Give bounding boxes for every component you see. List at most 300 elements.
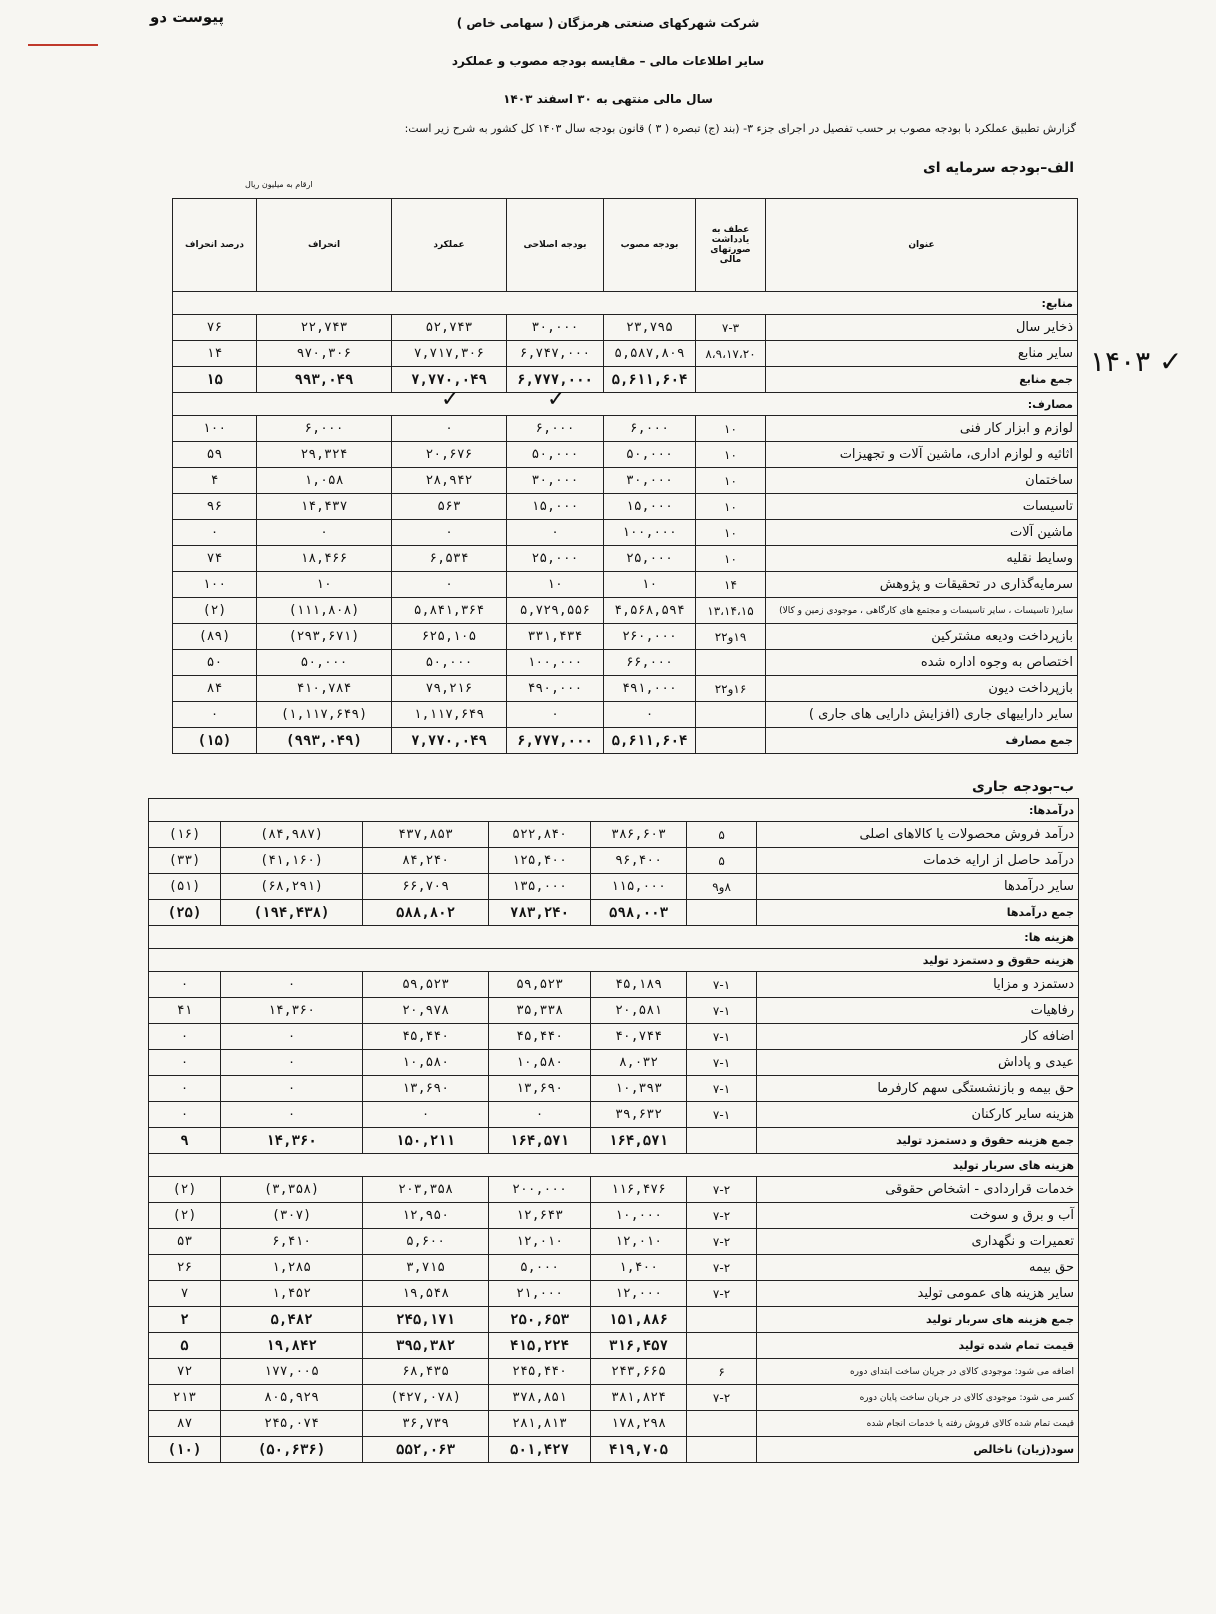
row-title: حق بیمه: [757, 1255, 1079, 1281]
approved-cell: ۸,۰۳۲: [591, 1050, 687, 1076]
revised-cell: ۱۰: [507, 572, 604, 598]
row-title: جمع منابع: [766, 367, 1078, 393]
table-row: [149, 1281, 1079, 1307]
row-note: ۱۰: [696, 520, 766, 546]
company-title: شرکت شهرکهای صنعتی هرمزگان ( سهامی خاص ): [456, 16, 760, 30]
row-title: ساختمان: [766, 468, 1078, 494]
table-row: [173, 416, 1078, 442]
actual-cell: ۳,۷۱۵: [363, 1255, 489, 1281]
approved-cell: ۱۰: [604, 572, 696, 598]
row-note: [687, 1128, 757, 1154]
row-note: ۱۹و۲۲: [696, 624, 766, 650]
deviation-cell: ۲۹,۳۲۴: [257, 442, 392, 468]
intro-paragraph: گزارش تطبیق عملکرد با بودجه مصوب بر حسب تفصیل در اجرای جزء ۳- (بند (ج) تبصره ( ۳ ) قانون بودجه سال ۱۴۰۳ کل کشور به شرح زیر است:: [404, 122, 1076, 135]
actual-cell: ۱۲,۹۵۰: [363, 1203, 489, 1229]
deviation-cell: ۱,۲۸۵: [221, 1255, 363, 1281]
col-approved: بودجه مصوب: [604, 199, 696, 292]
deviation-pct-cell: ۴: [173, 468, 257, 494]
row-note: ۸و۹: [687, 874, 757, 900]
row-title: درآمد حاصل از ارایه خدمات: [757, 848, 1079, 874]
row-note: ۷-۱: [687, 998, 757, 1024]
table-row: [149, 1385, 1079, 1411]
deviation-pct-cell: ۲۶: [149, 1255, 221, 1281]
approved-cell: ۲۵,۰۰۰: [604, 546, 696, 572]
row-title: اضافه کار: [757, 1024, 1079, 1050]
revised-cell: ۱۰,۵۸۰: [489, 1050, 591, 1076]
row-title: جمع مصارف: [766, 728, 1078, 754]
row-note: ۷-۱: [687, 1050, 757, 1076]
deviation-pct-cell: ۲: [149, 1307, 221, 1333]
row-note: [687, 1307, 757, 1333]
deviation-cell: ۵,۴۸۲: [221, 1307, 363, 1333]
attachment-label: پیوست دو: [150, 8, 225, 26]
table-row: [173, 598, 1078, 624]
deviation-cell: (۳,۳۵۸): [221, 1177, 363, 1203]
red-mark: [28, 44, 98, 46]
current-budget-table: [148, 798, 1079, 1463]
row-title: ذخایر سال: [766, 315, 1078, 341]
deviation-pct-cell: ۰: [173, 702, 257, 728]
deviation-pct-cell: ۷۶: [173, 315, 257, 341]
row-title: درآمد فروش محصولات یا کالاهای اصلی: [757, 822, 1079, 848]
row-title: اختصاص به وجوه اداره شده: [766, 650, 1078, 676]
revised-cell: ۲۰۰,۰۰۰: [489, 1177, 591, 1203]
deviation-cell: ۰: [221, 972, 363, 998]
deviation-pct-cell: ۸۷: [149, 1411, 221, 1437]
actual-cell: ۰: [392, 572, 507, 598]
revised-cell: ۱۵,۰۰۰: [507, 494, 604, 520]
revised-cell: ۷۸۳,۲۴۰: [489, 900, 591, 926]
approved-cell: ۱۵,۰۰۰: [604, 494, 696, 520]
actual-cell: ۴۵,۴۴۰: [363, 1024, 489, 1050]
row-title: لوازم و ابزار کار فنی: [766, 416, 1078, 442]
table-row: [173, 676, 1078, 702]
row-note: [687, 1333, 757, 1359]
revised-cell: ۶,۷۷۷,۰۰۰: [507, 728, 604, 754]
deviation-cell: (۹۹۳,۰۴۹): [257, 728, 392, 754]
actual-cell: ۳۶,۷۳۹: [363, 1411, 489, 1437]
revised-cell: ۲۱,۰۰۰: [489, 1281, 591, 1307]
actual-cell: ۵۵۲,۰۶۳: [363, 1437, 489, 1463]
approved-cell: ۱۶۴,۵۷۱: [591, 1128, 687, 1154]
deviation-cell: (۶۸,۲۹۱): [221, 874, 363, 900]
deviation-pct-cell: (۲): [149, 1203, 221, 1229]
deviation-cell: ۱,۴۵۲: [221, 1281, 363, 1307]
approved-cell: ۱۲,۰۱۰: [591, 1229, 687, 1255]
approved-cell: ۵,۶۱۱,۶۰۴: [604, 728, 696, 754]
col-actual: عملکرد: [392, 199, 507, 292]
row-title: سایر داراییهای جاری (افزایش دارایی های جاری ): [766, 702, 1078, 728]
row-note: ۷-۲: [687, 1281, 757, 1307]
section-label: هزینه های سربار تولید: [149, 1154, 1079, 1177]
row-note: [687, 1437, 757, 1463]
row-note: ۱۰: [696, 494, 766, 520]
row-title: سرمایه‌گذاری در تحقیقات و پژوهش: [766, 572, 1078, 598]
table-row: [173, 702, 1078, 728]
deviation-pct-cell: (۱۰): [149, 1437, 221, 1463]
row-note: ۷-۲: [687, 1385, 757, 1411]
deviation-pct-cell: ۰: [149, 1050, 221, 1076]
approved-cell: ۲۴۳,۶۶۵: [591, 1359, 687, 1385]
table-row: [173, 650, 1078, 676]
row-note: [696, 650, 766, 676]
actual-cell: ۱۰,۵۸۰: [363, 1050, 489, 1076]
deviation-pct-cell: ۸۴: [173, 676, 257, 702]
deviation-pct-cell: ۱۰۰: [173, 416, 257, 442]
actual-cell: ۷۹,۲۱۶: [392, 676, 507, 702]
total-row: [149, 1333, 1079, 1359]
revised-cell: ۱۳,۶۹۰: [489, 1076, 591, 1102]
deviation-cell: (۳۰۷): [221, 1203, 363, 1229]
actual-cell: ۷,۷۱۷,۳۰۶: [392, 341, 507, 367]
deviation-cell: (۱,۱۱۷,۶۴۹): [257, 702, 392, 728]
section-label: درآمدها:: [149, 799, 1079, 822]
approved-cell: ۱۰,۰۰۰: [591, 1203, 687, 1229]
col-note: عطف به یادداشت صورتهای مالی: [696, 199, 766, 292]
row-note: ۷-۱: [687, 1076, 757, 1102]
deviation-cell: (۸۴,۹۸۷): [221, 822, 363, 848]
row-note: ۱۰: [696, 546, 766, 572]
table-row: [173, 341, 1078, 367]
section-row: [149, 949, 1079, 972]
section-label: هزینه ها:: [149, 926, 1079, 949]
table-row: [173, 624, 1078, 650]
actual-cell: ۶,۵۳۴: [392, 546, 507, 572]
deviation-cell: ۱۹,۸۴۲: [221, 1333, 363, 1359]
table-row: [149, 1229, 1079, 1255]
deviation-pct-cell: ۵۹: [173, 442, 257, 468]
deviation-cell: ۲۲,۷۴۳: [257, 315, 392, 341]
deviation-cell: (۱۱۱,۸۰۸): [257, 598, 392, 624]
row-note: ۱۰: [696, 468, 766, 494]
row-note: ۷-۲: [687, 1177, 757, 1203]
row-title: هزینه سایر کارکنان: [757, 1102, 1079, 1128]
table-row: [173, 520, 1078, 546]
row-title: بازپرداخت ودیعه مشترکین: [766, 624, 1078, 650]
deviation-cell: (۴۱,۱۶۰): [221, 848, 363, 874]
approved-cell: ۶,۰۰۰: [604, 416, 696, 442]
deviation-pct-cell: ۷۴: [173, 546, 257, 572]
revised-cell: ۱۲,۰۱۰: [489, 1229, 591, 1255]
actual-cell: ۵۶۳: [392, 494, 507, 520]
actual-cell: ۵۹,۵۲۳: [363, 972, 489, 998]
approved-cell: ۲۳,۷۹۵: [604, 315, 696, 341]
total-row: [149, 900, 1079, 926]
revised-cell: ۲۸۱,۸۱۳: [489, 1411, 591, 1437]
row-note: ۶: [687, 1359, 757, 1385]
revised-cell: ۲۴۵,۴۴۰: [489, 1359, 591, 1385]
table-row: [149, 822, 1079, 848]
deviation-cell: ۹۷۰,۳۰۶: [257, 341, 392, 367]
deviation-pct-cell: (۲): [173, 598, 257, 624]
row-title: جمع هزینه حقوق و دستمزد تولید: [757, 1128, 1079, 1154]
section-row: [149, 799, 1079, 822]
row-title: اضافه می شود: موجودی کالای در جریان ساخت ابتدای دوره: [757, 1359, 1079, 1385]
deviation-cell: ۱۴,۳۶۰: [221, 998, 363, 1024]
approved-cell: ۶۶,۰۰۰: [604, 650, 696, 676]
row-title: تعمیرات و نگهداری: [757, 1229, 1079, 1255]
row-note: [696, 728, 766, 754]
actual-cell: ۲۴۵,۱۷۱: [363, 1307, 489, 1333]
actual-cell: ۶۸,۴۳۵: [363, 1359, 489, 1385]
section-label: هزینه حقوق و دستمزد تولید: [149, 949, 1079, 972]
actual-cell: ۲۰,۶۷۶: [392, 442, 507, 468]
col-revised: بودجه اصلاحی: [507, 199, 604, 292]
deviation-cell: ۲۴۵,۰۷۴: [221, 1411, 363, 1437]
revised-cell: ۵۰,۰۰۰: [507, 442, 604, 468]
deviation-pct-cell: ۰: [149, 1102, 221, 1128]
actual-cell: ۳۹۵,۳۸۲: [363, 1333, 489, 1359]
revised-cell: ۳۰,۰۰۰: [507, 468, 604, 494]
deviation-pct-cell: (۵۱): [149, 874, 221, 900]
approved-cell: ۵,۵۸۷,۸۰۹: [604, 341, 696, 367]
check-icon: ✓: [441, 386, 460, 412]
approved-cell: ۹۶,۴۰۰: [591, 848, 687, 874]
approved-cell: ۰: [604, 702, 696, 728]
actual-cell: ۵۰,۰۰۰: [392, 650, 507, 676]
row-title: رفاهیات: [757, 998, 1079, 1024]
section-row: [149, 1154, 1079, 1177]
row-title: سایر منابع: [766, 341, 1078, 367]
table-row: [149, 1024, 1079, 1050]
table-row: [149, 874, 1079, 900]
deviation-cell: ۱۰: [257, 572, 392, 598]
actual-cell: ۰: [392, 520, 507, 546]
actual-cell: ۴۳۷,۸۵۳: [363, 822, 489, 848]
table-row: [149, 1411, 1079, 1437]
table-row: [149, 1203, 1079, 1229]
table-row: [149, 998, 1079, 1024]
actual-cell: (۴۲۷,۰۷۸): [363, 1385, 489, 1411]
actual-cell: ۷,۷۷۰,۰۴۹: [392, 728, 507, 754]
actual-cell: ۵۸۸,۸۰۲: [363, 900, 489, 926]
row-title: اثاثیه و لوازم اداری، ماشین آلات و تجهیزات: [766, 442, 1078, 468]
row-title: جمع درآمدها: [757, 900, 1079, 926]
margin-note: ۱۴۰۳ ✓: [1090, 345, 1183, 378]
deviation-cell: ۴۱۰,۷۸۴: [257, 676, 392, 702]
revised-cell: ۱۳۵,۰۰۰: [489, 874, 591, 900]
approved-cell: ۳۹,۶۳۲: [591, 1102, 687, 1128]
actual-cell: ۵,۶۰۰: [363, 1229, 489, 1255]
deviation-pct-cell: (۲): [149, 1177, 221, 1203]
deviation-pct-cell: ۱۰۰: [173, 572, 257, 598]
table-row: [173, 546, 1078, 572]
row-note: ۵: [687, 822, 757, 848]
approved-cell: ۲۰,۵۸۱: [591, 998, 687, 1024]
total-row: [173, 367, 1078, 393]
revised-cell: ۱۲۵,۴۰۰: [489, 848, 591, 874]
approved-cell: ۲۶۰,۰۰۰: [604, 624, 696, 650]
row-note: ۱۰: [696, 416, 766, 442]
approved-cell: ۱۲,۰۰۰: [591, 1281, 687, 1307]
revised-cell: ۳۷۸,۸۵۱: [489, 1385, 591, 1411]
deviation-cell: ۱۴,۳۶۰: [221, 1128, 363, 1154]
actual-cell: ۶۲۵,۱۰۵: [392, 624, 507, 650]
row-title: دستمزد و مزایا: [757, 972, 1079, 998]
revised-cell: ۳۵,۳۳۸: [489, 998, 591, 1024]
row-note: ۱۰: [696, 442, 766, 468]
deviation-cell: ۸۰۵,۹۲۹: [221, 1385, 363, 1411]
row-title: ماشین آلات: [766, 520, 1078, 546]
row-title: خدمات قراردادی - اشخاص حقوقی: [757, 1177, 1079, 1203]
row-note: ۵: [687, 848, 757, 874]
approved-cell: ۴۱۹,۷۰۵: [591, 1437, 687, 1463]
col-deviation: انحراف: [257, 199, 392, 292]
row-note: [696, 702, 766, 728]
table-row: [149, 1050, 1079, 1076]
deviation-cell: ۱,۰۵۸: [257, 468, 392, 494]
deviation-pct-cell: ۲۱۳: [149, 1385, 221, 1411]
actual-cell: ۱۳,۶۹۰: [363, 1076, 489, 1102]
table-row: [149, 1076, 1079, 1102]
row-note: ۷-۲: [687, 1255, 757, 1281]
row-note: [687, 1411, 757, 1437]
actual-cell: ۲۰۳,۳۵۸: [363, 1177, 489, 1203]
actual-cell: ۲۰,۹۷۸: [363, 998, 489, 1024]
deviation-cell: ۰: [221, 1050, 363, 1076]
table-row: [173, 572, 1078, 598]
deviation-pct-cell: ۱۵: [173, 367, 257, 393]
table-row: [173, 494, 1078, 520]
deviation-cell: ۱۷۷,۰۰۵: [221, 1359, 363, 1385]
row-title: تاسیسات: [766, 494, 1078, 520]
section-label: مصارف:: [173, 393, 1078, 416]
section-a-title: الف–بودجه سرمایه ای: [922, 160, 1074, 176]
deviation-cell: ۰: [257, 520, 392, 546]
revised-cell: ۳۰,۰۰۰: [507, 315, 604, 341]
row-title: جمع هزینه های سربار تولید: [757, 1307, 1079, 1333]
deviation-pct-cell: (۱۶): [149, 822, 221, 848]
deviation-cell: ۰: [221, 1024, 363, 1050]
revised-cell: ۲۵,۰۰۰: [507, 546, 604, 572]
revised-cell: ۶,۷۷۷,۰۰۰: [507, 367, 604, 393]
row-title: سایر هزینه های عمومی تولید: [757, 1281, 1079, 1307]
total-row: [173, 728, 1078, 754]
deviation-cell: ۶,۰۰۰: [257, 416, 392, 442]
deviation-pct-cell: ۴۱: [149, 998, 221, 1024]
deviation-cell: ۹۹۳,۰۴۹: [257, 367, 392, 393]
deviation-cell: ۱۸,۴۶۶: [257, 546, 392, 572]
revised-cell: ۵۲۲,۸۴۰: [489, 822, 591, 848]
deviation-pct-cell: (۱۵): [173, 728, 257, 754]
actual-cell: ۱,۱۱۷,۶۴۹: [392, 702, 507, 728]
row-note: ۱۶و۲۲: [696, 676, 766, 702]
revised-cell: ۴۱۵,۲۲۴: [489, 1333, 591, 1359]
revised-cell: ۰: [507, 520, 604, 546]
revised-cell: ۱۲,۶۴۳: [489, 1203, 591, 1229]
total-row: [149, 1437, 1079, 1463]
row-title: قیمت تمام شده تولید: [757, 1333, 1079, 1359]
revised-cell: ۵۰۱,۴۲۷: [489, 1437, 591, 1463]
table-row: [149, 1177, 1079, 1203]
row-note: [696, 367, 766, 393]
revised-cell: ۶,۷۴۷,۰۰۰: [507, 341, 604, 367]
row-title: سایر درآمدها: [757, 874, 1079, 900]
deviation-pct-cell: ۰: [149, 1076, 221, 1102]
section-row: [173, 292, 1078, 315]
approved-cell: ۱۰۰,۰۰۰: [604, 520, 696, 546]
revised-cell: ۴۹۰,۰۰۰: [507, 676, 604, 702]
deviation-pct-cell: (۲۵): [149, 900, 221, 926]
deviation-pct-cell: ۰: [149, 972, 221, 998]
approved-cell: ۱,۴۰۰: [591, 1255, 687, 1281]
approved-cell: ۴۹۱,۰۰۰: [604, 676, 696, 702]
deviation-pct-cell: ۵۰: [173, 650, 257, 676]
approved-cell: ۱۷۸,۲۹۸: [591, 1411, 687, 1437]
row-note: [687, 900, 757, 926]
table-row: [149, 1359, 1079, 1385]
approved-cell: ۱۱۵,۰۰۰: [591, 874, 687, 900]
revised-cell: ۳۳۱,۴۳۴: [507, 624, 604, 650]
header-row: [173, 199, 1078, 292]
table-row: [149, 1255, 1079, 1281]
row-note: ۷-۱: [687, 1024, 757, 1050]
section-row: [173, 393, 1078, 416]
approved-cell: ۴۵,۱۸۹: [591, 972, 687, 998]
deviation-cell: (۱۹۴,۴۳۸): [221, 900, 363, 926]
approved-cell: ۴۰,۷۴۴: [591, 1024, 687, 1050]
approved-cell: ۴,۵۶۸,۵۹۴: [604, 598, 696, 624]
row-title: سود(زیان) ناخالص: [757, 1437, 1079, 1463]
approved-cell: ۵,۶۱۱,۶۰۴: [604, 367, 696, 393]
table-row: [173, 468, 1078, 494]
revised-cell: ۴۵,۴۴۰: [489, 1024, 591, 1050]
actual-cell: ۶۶,۷۰۹: [363, 874, 489, 900]
section-b-title: ب–بودجه جاری: [972, 779, 1074, 795]
approved-cell: ۵۹۸,۰۰۳: [591, 900, 687, 926]
table-row: [173, 442, 1078, 468]
revised-cell: ۰: [507, 702, 604, 728]
approved-cell: ۳۰,۰۰۰: [604, 468, 696, 494]
deviation-pct-cell: ۷: [149, 1281, 221, 1307]
actual-cell: ۲۸,۹۴۲: [392, 468, 507, 494]
deviation-pct-cell: ۰: [149, 1024, 221, 1050]
deviation-cell: ۰: [221, 1102, 363, 1128]
deviation-pct-cell: ۵۳: [149, 1229, 221, 1255]
check-icon: ✓: [547, 386, 566, 412]
row-note: ۱۴: [696, 572, 766, 598]
revised-cell: ۵,۷۲۹,۵۵۶: [507, 598, 604, 624]
actual-cell: ۸۴,۲۴۰: [363, 848, 489, 874]
deviation-cell: ۵۰,۰۰۰: [257, 650, 392, 676]
row-note: ۷-۲: [687, 1229, 757, 1255]
table-row: [149, 972, 1079, 998]
row-note: ۷-۱: [687, 1102, 757, 1128]
capital-budget-table: [172, 198, 1078, 754]
row-title: قیمت تمام شده کالای فروش رفته یا خدمات انجام شده: [757, 1411, 1079, 1437]
actual-cell: ۰: [392, 416, 507, 442]
approved-cell: ۱۱۶,۴۷۶: [591, 1177, 687, 1203]
row-title: کسر می شود: موجودی کالای در جریان ساخت پایان دوره: [757, 1385, 1079, 1411]
approved-cell: ۳۱۶,۴۵۷: [591, 1333, 687, 1359]
actual-cell: ۱۵۰,۲۱۱: [363, 1128, 489, 1154]
deviation-pct-cell: ۹۶: [173, 494, 257, 520]
table-row: [173, 315, 1078, 341]
row-note: ۷-۱: [687, 972, 757, 998]
total-row: [149, 1307, 1079, 1333]
deviation-pct-cell: ۵: [149, 1333, 221, 1359]
row-title: حق بیمه و بازنشستگی سهم کارفرما: [757, 1076, 1079, 1102]
approved-cell: ۱۵۱,۸۸۶: [591, 1307, 687, 1333]
deviation-pct-cell: ۷۲: [149, 1359, 221, 1385]
row-note: ۸،۹،۱۷،۲۰: [696, 341, 766, 367]
deviation-pct-cell: ۹: [149, 1128, 221, 1154]
section-label: منابع:: [173, 292, 1078, 315]
unit-note: ارقام به میلیون ریال: [245, 180, 313, 189]
col-title: عنوان: [766, 199, 1078, 292]
actual-cell: ۱۹,۵۴۸: [363, 1281, 489, 1307]
deviation-pct-cell: ۱۴: [173, 341, 257, 367]
